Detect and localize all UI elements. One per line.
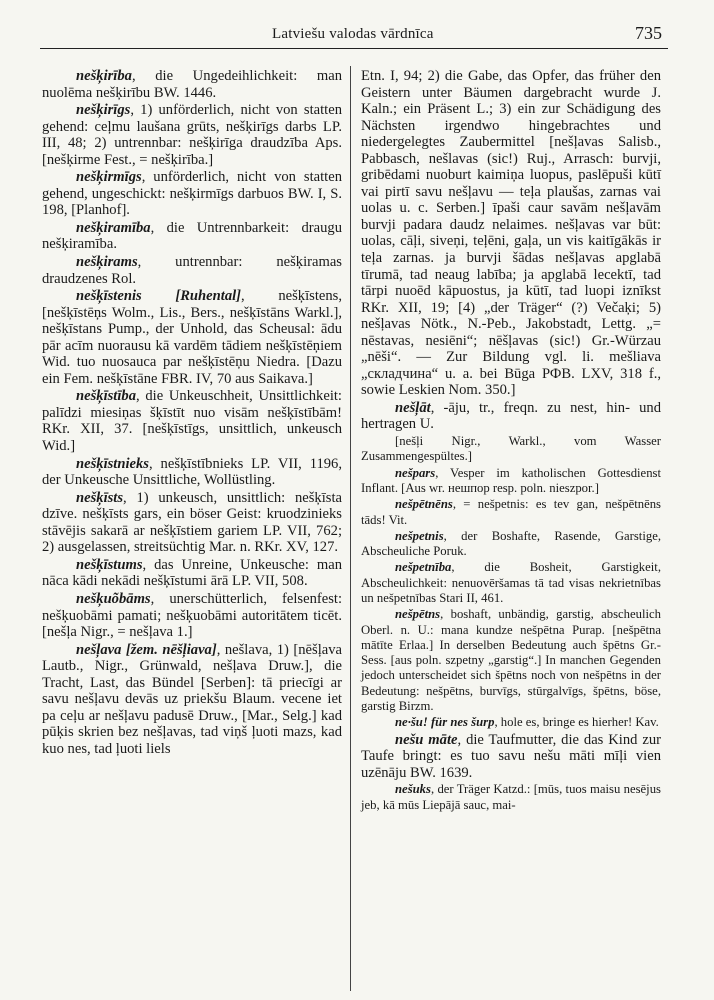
headword: nešķirams xyxy=(76,254,138,271)
entry-continuation: Etn. I, 94; 2) die Gabe, das Opfer, das früher den Geistern unter Bäumen dargebracht wurde J. Kaln.; ein Präsent L.; 3) ein zur Schädigung des Nächsten irgendwo hingebrachtes und niedergelegtes Zaubermittel [nešļavas Salisb., Pabbasch, nešlavas (sic!) Ruj., Arrasch: burvji, gribēdami nuoburt kaimiņa luopus, paslēpuši kūtī vai pirtī savu nešļavu — teļa plaušas, zarnas vai uolas u. c. Serben.] īpaši caur savām nešļavām burvji padara daudz nelaimes. nešļavas var būt: uolas, cāļi, siveņi, teļēni, gaļa, un vis kaitīgākās ir teļa zarnas. ja burvji šādas nešļavas apglabā tīrumā, tad neaug labība; ja apglabā lecektī, tad tārpi nuoēd kāpuostus, ja kūtī, tad luopi iznīkst RKr. XII, 19; [4) „der Träger“ (?) Večaķi; 5) nešļavas Nötk., N.-Peb., Jakobstadt, Lettg. „= nēstavas, nesiēni“; nēšļavas (sic!) Gr.-Würzau „nēši“. — Zur Bildung vgl. li. mešliava „складчина“ u. a. bei Būga РФВ. LXV, 318 f., sowie Leskien Nom. 350.] xyxy=(361,68,661,399)
entry: nešķīsts, 1) unkeusch, unsittlich: nešķīsta dzīve. nešķīsts gars, ein böser Geist: kruodzinieks stāvējis sakarā ar nešķīstiem gariem LP. VII, 762; 2) ausgelassen, streitsüchtig Mar. n. RKr. XV, 127. xyxy=(42,489,342,556)
entry: nešķiramība, die Untrennbarkeit: draugu nešķiramība. xyxy=(42,219,342,253)
headword: nešķiramība xyxy=(76,219,151,236)
headword: nešuks xyxy=(395,782,431,797)
headword: nešļāt xyxy=(395,399,431,416)
running-title: Latviešu valodas vārdnīca xyxy=(272,26,434,42)
headword: nešķirīgs xyxy=(76,102,131,119)
left-column xyxy=(42,68,342,758)
entry: nešu māte, die Taufmutter, die das Kind zur Taufe bringt: es tuo savu nešu māti mīļi vien uzēnāju BW. 1639. xyxy=(361,731,662,781)
column-divider xyxy=(350,66,351,991)
entry: nešķirība, die Ungedeihlichkeit: man nuolēma nešķirību BW. 1446. xyxy=(42,68,342,101)
headword: nešķīstība xyxy=(76,388,137,405)
headword: nešķirmīgs xyxy=(76,169,142,186)
entry: [nešļi Nigr., Warkl., vom Wasser Zusammengespültes.] xyxy=(361,434,661,464)
headword: nešķuõbāms xyxy=(76,590,151,607)
entry: nešķirams, untrennbar: nešķiramas draudzenes Rol. xyxy=(42,254,342,287)
headword: nešķīstums xyxy=(76,556,143,573)
entry: nešpetnis, der Boshafte, Rasende, Garstige, Abscheuliche Poruk. xyxy=(361,528,661,559)
headword: nešpētns xyxy=(395,607,441,622)
entry: nešuks, der Träger Katzd.: [mūs, tuos maisu nesējus jeb, kā mūs Liepājā sauc, mai- xyxy=(361,782,661,812)
headword: nešķīstenis [Ruhental] xyxy=(76,288,242,305)
headword: nešu māte xyxy=(395,731,458,748)
headword: nešpētnēns xyxy=(395,497,453,512)
entry: nešpetnība, die Bosheit, Garstigkeit, Abscheulichkeit: nenuovēršamas tā tad visas nekrietnības un nešpetnības Stari II, 461. xyxy=(361,560,661,605)
entry: nešļava [žem. nēšļiava], nešlava, 1) [nēšļava Lautb., Nigr., Grünwald, nešļava Druw.], die Tracht, Last, das Bündel [Serben]: tā priecīgi ar savu nešļavu devās uz priekšu Blaum. vecene iet pa ceļu ar nešļavu padusē Druw., [Mar., Selg.] kad pūķis skrien bez nešļavas, tad viņš ļuoti mazs, kad kuo nes, tad ļuoti liels xyxy=(42,641,342,757)
headword: nešpetnis xyxy=(395,528,444,543)
entry: nešpētns, boshaft, unbändig, garstig, abscheulich Oberl. n. U.: mana kundze nešpētna Purap. [nešpētna mātīte Erlaa.] In derselben Bedeutung auch špētns Gr.-Sess. [aus poln. szpetny „garstig“.] In manchen Gegenden jedoch unterscheidet sich špētns noch von nešpētns in der Bedeutung: nešpētns, burvīgs, stūrgalvīgs, špētns, böse, garstig Birzm. xyxy=(361,607,661,714)
entry: nešpars, Vesper im katholischen Gottesdienst Inflant. [Aus wr. нешпор resp. poln. nieszpor.] xyxy=(361,465,661,495)
headword: nešpetnība xyxy=(395,560,452,575)
entry: nešķīstība, die Unkeuschheit, Unsittlichkeit: palīdzi miesiņas šķīstīt nuo visām nešķīstībām! RKr. XII, 37. [nešķīstīgs, unsittlich, unkeusch Wid.] xyxy=(42,388,342,455)
entry: nešķīstums, das Unreine, Unkeusche: man nāca kādi nekādi nešķīstumi ārā LP. VII, 508. xyxy=(42,556,342,590)
headword: nešķīstnieks xyxy=(76,455,149,472)
headword: nešķirība xyxy=(76,68,132,84)
headword: nešļava [žem. nēšļiava] xyxy=(76,641,217,658)
entry: nešķirīgs, 1) unförderlich, nicht von statten gehend: ceļmu laušana grūts, nešķirīgs darbs LP. III, 48; 2) untrennbar: nešķirīga draudzība Aps. [nešķirme Fest., = nešķirība.] xyxy=(42,102,342,168)
headword: ne·šu! für nes šurp xyxy=(395,715,495,730)
entry: nešķirmīgs, unförderlich, nicht von statten gehend, ungeschickt: nešķirmīgs darbuos BW. I, S. 198, [Planhof]. xyxy=(42,169,342,219)
right-column xyxy=(361,68,661,814)
entry: nešļāt, -āju, tr., freqn. zu nest, hin- und hertragen U. xyxy=(361,399,661,433)
headword: nešpars xyxy=(395,465,436,480)
entry: nešpētnēns, = nešpetnis: es tev gan, nešpētnēns tāds! Vit. xyxy=(361,497,661,527)
entry: nešķuõbāms, unerschütterlich, felsenfest: nešķuobāmi pamati; nešķuobāmi autoritātem ticēt. [nešļa Nigr., = nešļava 1.] xyxy=(42,590,342,641)
page-number: 735 xyxy=(635,23,662,43)
entry: ne·šu! für nes šurp, hole es, bringe es hierher! Kav. xyxy=(395,715,659,730)
entry: nešķīstenis [Ruhental], nešķīstens, [nešķīstēņs Wolm., Lis., Bers., nešķīstāns Warkl.], nešķīstans Pump., der Unhold, das Scheusal: ādu pār acīm nuorausu kā vardēm tādiem nešķīstēņiem Wid. tuo nuosauca par nešķīstēņu Niedra. [Dazu ein Fem. nešķīstāne FBR. IV, 70 aus Saikava.] xyxy=(42,288,342,387)
page-header xyxy=(40,23,668,49)
entry: nešķīstnieks, nešķīstībnieks LP. VII, 1196, der Unkeusche Unsittliche, Wollüstling. xyxy=(42,455,342,489)
headword: nešķīsts xyxy=(76,489,124,506)
